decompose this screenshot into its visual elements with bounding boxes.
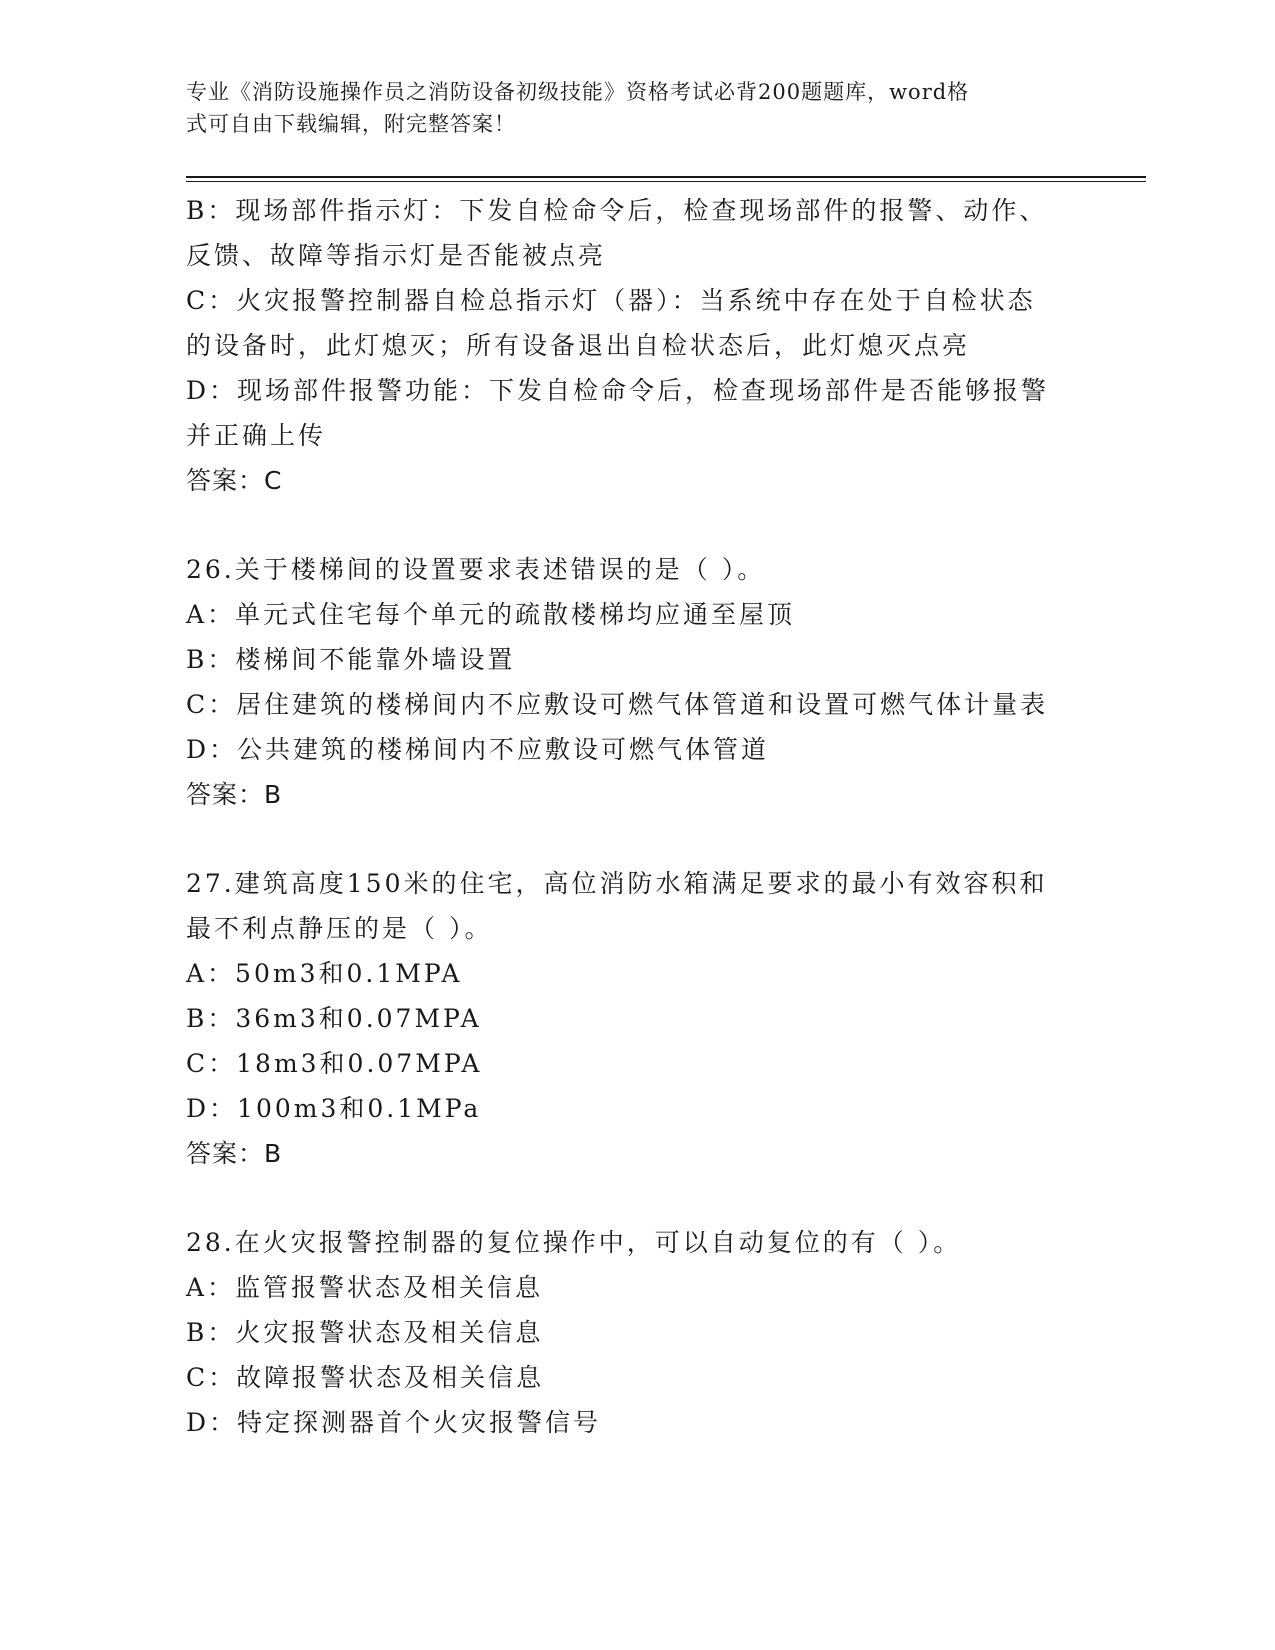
question-28	[186, 1220, 1086, 1445]
question-stem-line-1: 27.建筑高度150米的住宅，高位消防水箱满足要求的最小有效容积和	[186, 869, 1048, 898]
option-d: D：公共建筑的楼梯间内不应敷设可燃气体管道	[186, 735, 770, 764]
header-divider-thin	[186, 181, 1146, 182]
document-header	[186, 76, 1066, 140]
header-line-2: 式可自由下载编辑，附完整答案！	[186, 112, 516, 136]
option-c: C：居住建筑的楼梯间内不应敷设可燃气体管道和设置可燃气体计量表	[186, 690, 1049, 719]
option-b: B：火灾报警状态及相关信息	[186, 1318, 544, 1347]
option-b: B：36m3和0.07MPA	[186, 1004, 482, 1033]
document-body	[186, 188, 1086, 1445]
option-c: C：故障报警状态及相关信息	[186, 1363, 545, 1392]
option-d-line-1: D：现场部件报警功能：下发自检命令后，检查现场部件是否能够报警	[186, 376, 1050, 405]
option-d: D：100m3和0.1MPa	[186, 1094, 482, 1123]
question-stem: 26.关于楼梯间的设置要求表述错误的是（ ）。	[186, 555, 766, 584]
option-a: A：50m3和0.1MPA	[186, 959, 463, 988]
option-a: A：监管报警状态及相关信息	[186, 1273, 544, 1302]
question-27	[186, 861, 1086, 1176]
answer-line: 答案：B	[186, 1139, 283, 1168]
question-25-continued	[186, 188, 1086, 503]
option-b: B：楼梯间不能靠外墙设置	[186, 645, 516, 674]
option-c-line-2: 的设备时，此灯熄灭；所有设备退出自检状态后，此灯熄灭点亮	[186, 331, 971, 360]
question-26	[186, 547, 1086, 817]
answer-line: 答案：B	[186, 780, 283, 809]
header-divider-thick	[186, 176, 1146, 178]
answer-line: 答案：C	[186, 466, 283, 495]
question-stem: 28.在火灾报警控制器的复位操作中，可以自动复位的有（ ）。	[186, 1228, 962, 1257]
option-c-line-1: C：火灾报警控制器自检总指示灯（器）：当系统中存在处于自检状态	[186, 286, 1036, 315]
question-stem-line-2: 最不利点静压的是（ ）。	[186, 914, 493, 943]
option-b-line-2: 反馈、故障等指示灯是否能被点亮	[186, 241, 607, 270]
option-c: C：18m3和0.07MPA	[186, 1049, 483, 1078]
option-d-line-2: 并正确上传	[186, 421, 327, 450]
option-a: A：单元式住宅每个单元的疏散楼梯均应通至屋顶	[186, 600, 796, 629]
option-d: D：特定探测器首个火灾报警信号	[186, 1408, 602, 1437]
header-line-1: 专业《消防设施操作员之消防设备初级技能》资格考试必背200题题库，word格	[186, 80, 970, 104]
option-b-line-1: B：现场部件指示灯：下发自检命令后，检查现场部件的报警、动作、	[186, 196, 1048, 225]
